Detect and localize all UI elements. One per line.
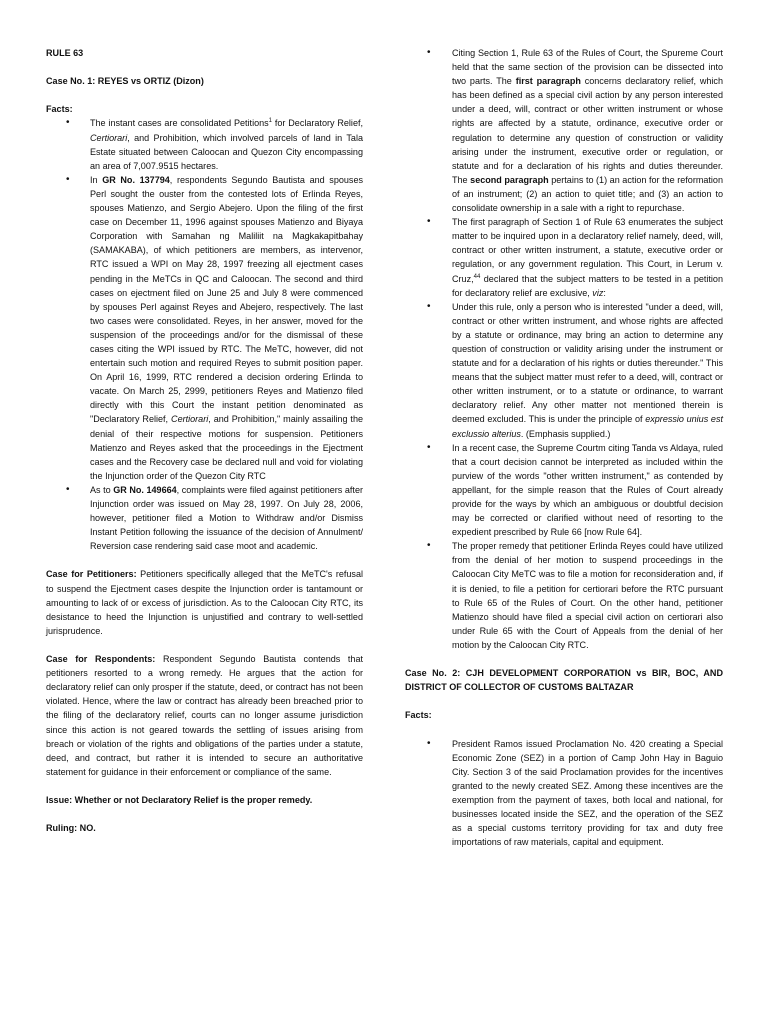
list-item: • Citing Section 1, Rule 63 of the Rules of Court, the Spureme Court held that the same section of the provision can be dissected into two parts. The first paragraph concerns declaratory relief, which has been defined as a special civil action by any person interested under a deed, will, contract or other written instrument or whose rights are affected by a statute, ordinance, executive order or regulation to determine any question of construction or validity arising under the instrument, executive order or regulation, or statute and for a declaration of his rights and duties thereunder. The second paragraph pertains to (1) an action for the reformation of an instrument; (2) an action to quiet title; and (3) an action to consolidate ownership in a sale with a right to repurchase.: [405, 46, 723, 215]
case-for-respondents: Case for Respondents: Respondent Segundo Bautista contends that petitioners resorted to a wrong remedy. He argues that the action for declaratory relief can only prosper if the statute, deed, or contract has not been violated. Hence, where the law or contract has already been breached prior to the filing of the declaratory relief, courts can no longer assume jurisdiction since this action is not geared towards the settling of issues arising from breach or violation of the rights and obligations of the parties under a statute, deed, and contract, but rather it is intended to secure an authoritative statement for guidance in their enforcement or compliance of the same.: [46, 654, 364, 777]
list-item: • In a recent case, the Supreme Courtm citing Tanda vs Aldaya, ruled that a court decision cannot be interpreted as included within the purview of the words "other written instrument," as contended by appellant, for the simple reason that the Rules of Court already provide for the ways by which an ambiguous or doubtful decision may be corrected or clarified without need of resorting to the expedient prescribed by Rule 66 [now Rule 64].: [405, 441, 723, 540]
list-item: • In GR No. 137794, respondents Segundo Bautista and spouses Perl sought the ouster from the contested lots of Erlinda Reyes, spouses Matienzo, and Sergio Abejero. Upon the filing of the first case on December 11, 1996 against spouses Matienzo and Biyaya Corporation with Samahan ng Maliliit na Magkakapitbahay (SAMAKABA), of which petitioners are members, as intervenor, RTC issued a WPI on May 28, 1997 freezing all ejectment cases pending in the MeTCs in QC and Caloocan. The second and third cases on ejectment filed on June 25 and July 8 were commenced by spouses Perl against Reyes and Abejero, respectively. The last two cases were consolidated. Reyes, in her answer, moved for the suspension of the proceedings and/or for the dismissal of these cases citing the WPI issued by RTC. The MeTC, however, did not entertain such motion and required Reyes to submit position paper. On April 16, 1999, RTC rendered a decision ordering Erlinda to vacate. On March 25, 2999, petitioners Reyes and Matienzo filed directly with this Court the instant petition denominated as "Declaratory Relief, Certiorari, and Prohibition," mainly assailing the denial of their respective motions for suspension. Petitioners Matienzo and Reyes asked that the proceedings in the Ejectment cases and the Recovery case be declared null and void for violating the Injunction order of the Quezon City RTC: [46, 173, 363, 483]
rule-title: RULE 63: [46, 48, 84, 58]
case2-title: Case No. 2: CJH DEVELOPMENT CORPORATION vs BIR, BOC, AND DISTRICT OF COLLECTOR OF CUSTOMS BALTAZAR: [405, 668, 723, 693]
case1-title: Case No. 1: REYES vs ORTIZ (Dizon): [46, 76, 204, 87]
case2-facts-list: [405, 737, 723, 850]
list-item: • The first paragraph of Section 1 of Rule 63 enumerates the subject matter to be inquired upon in a declaratory relief namely, deed, will, contract or other written instrument, a statute, executive order or regulation, or any government regulation. This Court, in Lerum v. Cruz,$^{44}$ declared that the subject matters to be tested in a petition for declaratory relief are exclusive, viz:: [405, 215, 723, 300]
issue-statement: Issue: Whether or not Declaratory Relief is the proper remedy.: [46, 794, 313, 805]
case-for-petitioners: Case for Petitioners: Petitioners specifically alleged that the MeTC's refusal to suspend the Ejectment cases despite the Injunction order is tantamount or amounting to lack of or excess of jurisdiction. As to the Caloocan City RTC, its desistance to heed the Injunction is unjustified and contrary to well-settled jurisprudence.: [46, 569, 363, 636]
list-item: • As to GR No. 149664, complaints were filed against petitioners after Injunction order was issued on May 28, 1997. On July 28, 2006, however, petitioner filed a Motion to Withdraw and/or Dismiss Instant Petition following the issuance of the decision of Annulment/ Reversion case rendering said case moot and academic.: [46, 483, 363, 553]
case2-facts-label: Facts:: [405, 710, 432, 721]
case1-facts-list: [46, 116, 363, 553]
footnote-ref[interactable]: 1: [268, 118, 273, 125]
ruling-points-list: [405, 46, 723, 652]
list-item: • Under this rule, only a person who is interested "under a deed, will, contract or other written instrument, and whose rights are affected by a statute or ordinance, may bring an action to determine any question of construction or validity arising under the instrument or statute and for a declaration of his rights or duties thereunder." This means that the subject matter must refer to a deed, will, contract or other written instrument, or to a statute or ordinance, to warrant declaratory relief. Any other matter not mentioned therein is deemed excluded. This is under the principle of expressio unius est exclussio alterius. (Emphasis supplied.): [405, 300, 723, 441]
left-column: [46, 46, 363, 835]
list-item: • The proper remedy that petitioner Erlinda Reyes could have utilized from the denial of her motion to suspend proceedings in the Caloocan City MeTC was to file a motion for reconsideration and, if it is denied, to file a petition for certiorari before the RTC pursuant to Rule 65 of the Rules of Court. On the other hand, petitioner Matienzo should have filed a special civil action on certiorari also under Rule 65 with the Court of Appeals from the denial of her motion by the Caloocan City RTC.: [405, 539, 723, 652]
case1-facts-label: Facts:: [46, 104, 73, 115]
footnote-ref[interactable]: 44: [473, 273, 481, 280]
ruling-statement: Ruling: NO.: [46, 823, 96, 834]
list-item: • President Ramos issued Proclamation No. 420 creating a Special Economic Zone (SEZ) in a portion of Camp John Hay in Baguio City. Section 3 of the said Proclamation provides for the incentives granted to the newly created SEZ. Among these incentives are the exemption from the payment of taxes, both local and national, for businesses located inside the SEZ, and the operation of the SEZ as a special customs territory providing for tax and duty free importations of raw materials, capital and equipment.: [405, 737, 723, 850]
right-column: [405, 46, 723, 849]
list-item: • The instant cases are consolidated Petitions$^1$ for Declaratory Relief, Certiorari, and Prohibition, which involved parcels of land in Tala Estate situated between Caloocan and Quezon City encompassing an area of 7,007.9515 hectares.: [46, 116, 363, 172]
